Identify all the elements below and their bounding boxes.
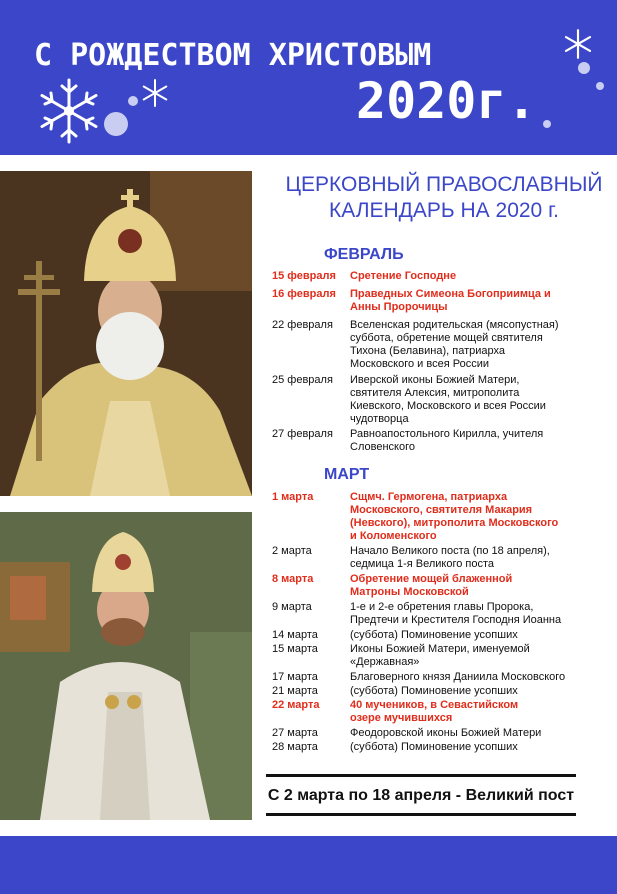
event-text: (суббота) Поминовение усопших [350, 685, 518, 697]
top-banner [0, 0, 617, 155]
event-text: Благоверного князя Даниила Московского [350, 671, 566, 683]
event-date: 17 марта [272, 671, 318, 683]
patriarch-photo [0, 171, 252, 496]
event-date: 22 марта [272, 699, 320, 711]
bishop-photo [0, 512, 252, 820]
snowflake-icon [562, 28, 594, 60]
event-text: Сщмч. Гермогена, патриарха Московского, святителя Макария (Невского), митрополита Московского и Коломенского [350, 491, 559, 542]
event-date: 27 февраля [272, 428, 333, 440]
event-text: (суббота) Поминовение усопших [350, 741, 518, 753]
event-date: 16 февраля [272, 288, 336, 300]
snowflake-icon [140, 78, 170, 108]
event-text: Равноапостольного Кирилла, учителя Словенского [350, 428, 544, 453]
event-text: Начало Великого поста (по 18 апреля), седмица 1-я Великого поста [350, 545, 550, 570]
event-date: 22 февраля [272, 319, 333, 331]
event-date: 21 марта [272, 685, 318, 697]
month-heading-february: ФЕВРАЛЬ [324, 246, 404, 263]
snow-dot [128, 96, 138, 106]
event-text: 40 мучеников, в Севастийском озере мучившихся [350, 699, 519, 724]
event-date: 27 марта [272, 727, 318, 739]
snow-dot [578, 62, 590, 74]
lent-notice: С 2 марта по 18 апреля - Великий пост [267, 787, 575, 804]
snowflake-icon [34, 76, 104, 146]
event-date: 15 марта [272, 643, 318, 655]
snow-dot [543, 120, 551, 128]
calendar-title-line2: КАЛЕНДАРЬ НА 2020 г. [329, 199, 559, 222]
event-text: Праведных Симеона Богоприимца и Анны Пророчицы [350, 288, 551, 313]
greeting-title: С РОЖДЕСТВОМ ХРИСТОВЫМ [34, 38, 432, 73]
event-text: (суббота) Поминовение усопших [350, 629, 518, 641]
event-date: 9 марта [272, 601, 312, 613]
snow-dot [596, 82, 604, 90]
event-text: Иконы Божией Матери, именуемой «Державная» [350, 643, 530, 668]
event-date: 1 марта [272, 491, 314, 503]
event-text: 1-е и 2-е обретения главы Пророка, Предтечи и Крестителя Господня Иоанна [350, 601, 562, 626]
calendar-title [274, 172, 614, 224]
year-title: 2020г. [356, 72, 537, 130]
lent-notice-box [266, 774, 576, 816]
event-text: Феодоровской иконы Божией Матери [350, 727, 542, 739]
event-text: Иверской иконы Божией Матери, святителя Алексия, митрополита Киевского, Московского и всея России чудотворца [350, 374, 546, 425]
event-text: Вселенская родительская (мясопустная) суббота, обретение мощей святителя Тихона (Белавина), патриарха Московского и всея России [350, 319, 559, 370]
event-date: 28 марта [272, 741, 318, 753]
event-text: Обретение мощей блаженной Матроны Московской [350, 573, 513, 598]
snow-dot [104, 112, 128, 136]
event-date: 14 марта [272, 629, 318, 641]
event-date: 15 февраля [272, 270, 336, 282]
bottom-banner [0, 836, 617, 894]
calendar-title-line1: ЦЕРКОВНЫЙ ПРАВОСЛАВНЫЙ [285, 173, 603, 196]
month-heading-march: МАРТ [324, 466, 370, 483]
event-text: Сретение Господне [350, 270, 457, 282]
event-date: 2 марта [272, 545, 312, 557]
event-date: 25 февраля [272, 374, 333, 386]
event-date: 8 марта [272, 573, 314, 585]
